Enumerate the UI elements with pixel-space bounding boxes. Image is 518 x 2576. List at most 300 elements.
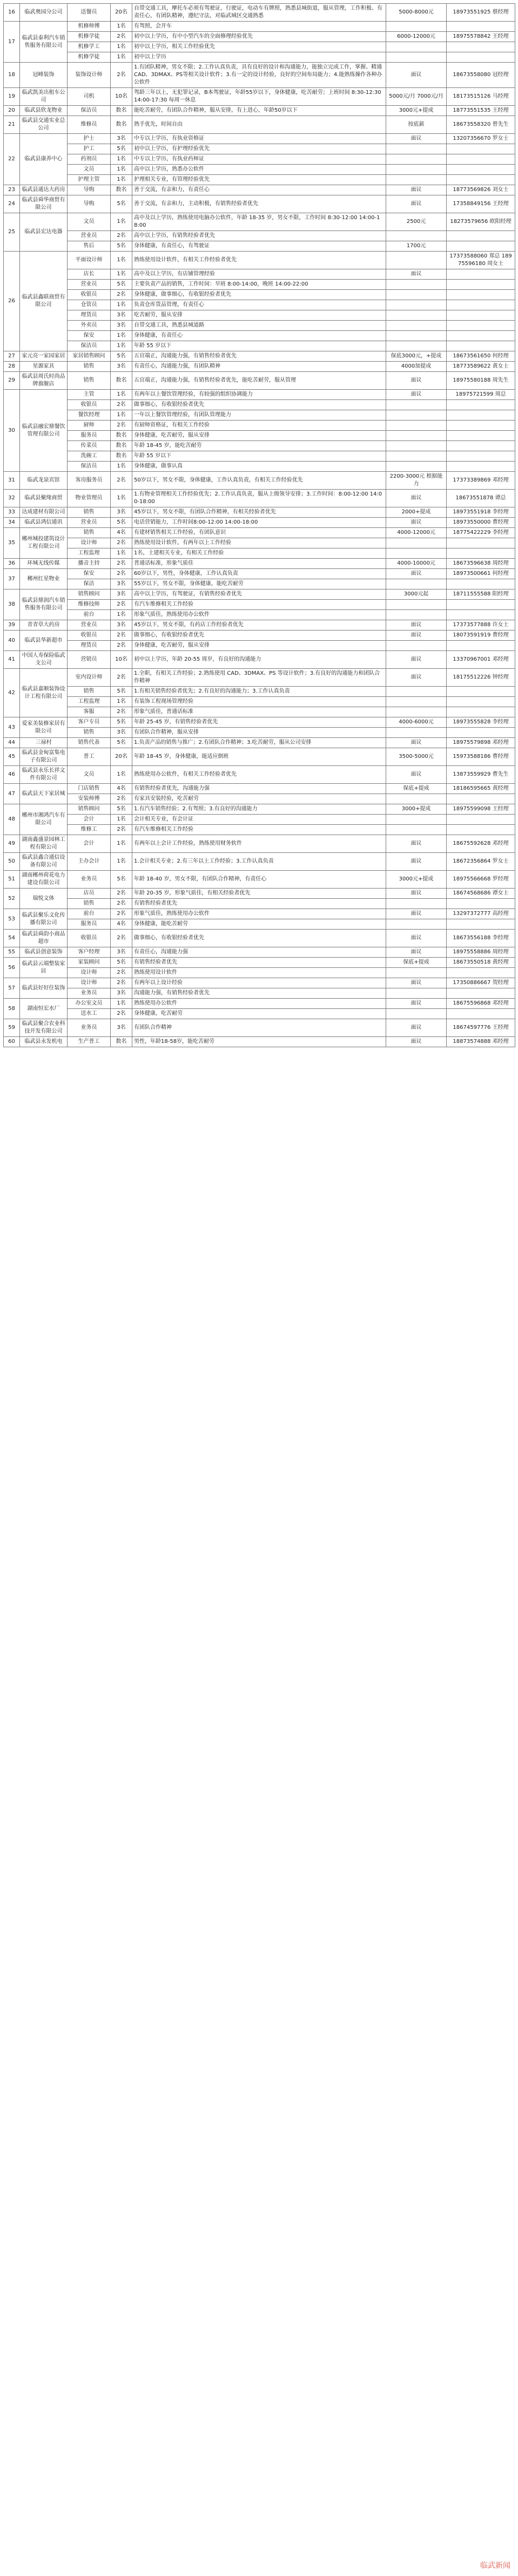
company-name: 临武县欣龙物业 (20, 106, 68, 116)
job-contact (447, 641, 515, 651)
job-contact: 13370967001 邓经理 (447, 651, 515, 669)
job-contact (447, 22, 515, 32)
job-count: 数名 (111, 431, 132, 441)
job-contact: 18672356864 罗女士 (447, 853, 515, 871)
job-requirements: 熟练使用设计软件，有相关工作经验者优先 (132, 252, 386, 269)
table-row (4, 321, 515, 331)
job-title: 前台 (68, 610, 111, 620)
job-requirements: 1.会计相关专业；2.有三年以上工作经验；3.工作认真负责 (132, 853, 386, 871)
table-row (4, 919, 515, 930)
job-requirements: 自带交通工具，摩托车必须有驾驶证，行驶证，电动车有牌照，熟悉县城街道，服从管理，工作积极、有责任心，有团队精神，遵纪守法，对临武城区交通熟悉 (132, 4, 386, 22)
company-name: 临武县永乐长祥文件有限公司 (20, 766, 68, 784)
table-row (4, 144, 515, 154)
job-count: 数名 (111, 441, 132, 451)
job-count: 1名 (111, 42, 132, 52)
row-number: 26 (4, 252, 20, 351)
job-count: 1名 (111, 300, 132, 310)
job-contact: 18673550518 黄经理 (447, 958, 515, 968)
table-row (4, 784, 515, 794)
table-row (4, 195, 515, 213)
job-title: 导购 (68, 195, 111, 213)
job-title: 护工 (68, 144, 111, 154)
job-salary: 保底3000元，+提成 (386, 351, 447, 362)
job-contact: 18673561650 何经理 (447, 351, 515, 362)
job-contact: 18673556188 李经理 (447, 930, 515, 947)
job-count: 1名 (111, 52, 132, 63)
job-contact (447, 728, 515, 738)
job-salary (386, 825, 447, 835)
job-count: 1名 (111, 175, 132, 185)
job-contact: 18711555588 阳经理 (447, 589, 515, 600)
job-title: 业务员 (68, 871, 111, 889)
job-contact: 13873559929 曹先生 (447, 766, 515, 784)
job-count: 2名 (111, 930, 132, 947)
job-requirements: 男性，年龄18-58岁，能吃苦耐劳 (132, 1037, 386, 1047)
job-contact: 18775422229 李经理 (447, 528, 515, 538)
job-requirements: 1.有团队精神，男女不限；2.工作认真负责，具有良好的设计和沟通能力，能独立完成工作，掌握、精通CAD、3DMAX、PS等相关设计软件；3.有一定的设计经验，良好的空间布局能力；4.能熟练操作各种办公软件 (132, 63, 386, 88)
job-count: 3名 (111, 310, 132, 321)
job-count: 2名 (111, 538, 132, 548)
table-row (4, 825, 515, 835)
company-name: 临武县天下家居城 (20, 784, 68, 804)
table-row (4, 507, 515, 518)
table-row (4, 1037, 515, 1047)
job-title: 保洁 (68, 579, 111, 589)
table-row (4, 968, 515, 978)
job-salary (386, 919, 447, 930)
row-number: 23 (4, 185, 20, 195)
job-salary: 面议 (386, 889, 447, 899)
job-salary (386, 400, 447, 410)
job-requirements: 年龄 25-45 岁，有销售经验者优先 (132, 717, 386, 728)
job-salary (386, 451, 447, 462)
table-row (4, 22, 515, 32)
table-row (4, 589, 515, 600)
job-count: 3名 (111, 362, 132, 372)
job-requirements: 做事细心，有收银经验者优先 (132, 400, 386, 410)
job-count: 2名 (111, 641, 132, 651)
job-title: 普工 (68, 748, 111, 766)
job-contact (447, 687, 515, 697)
job-count: 2名 (111, 32, 132, 42)
job-salary (386, 431, 447, 441)
job-requirements: 1.有相关销售经验者优先；2.有良好的沟通能力；3.工作认真负责 (132, 687, 386, 697)
job-title: 理货员 (68, 641, 111, 651)
job-requirements: 中专以上学历，有执业药师证 (132, 154, 386, 165)
job-requirements: 做事细心，有收银经验者优先 (132, 631, 386, 641)
table-row (4, 518, 515, 528)
company-name: 临武县金甸富集电子有限公司 (20, 748, 68, 766)
job-contact (447, 280, 515, 290)
job-requirements: 有两年以上餐饮管理经验，有较强的组织协调能力 (132, 390, 386, 400)
job-requirements: 有驾照，会开车 (132, 22, 386, 32)
company-name: 达成建材有限公司 (20, 507, 68, 518)
job-salary (386, 300, 447, 310)
job-requirements: 驾龄三年以上，无犯罪记录，B本驾驶证，年龄55岁以下，身体健康，吃苦耐劳；上班时间 8:30-12:30 14:00-17:30 每周一休息 (132, 88, 386, 106)
job-title: 收银员 (68, 930, 111, 947)
company-name: 临武县华新超市 (20, 631, 68, 651)
job-requirements: 有家具安装经验，吃苦耐劳 (132, 794, 386, 804)
job-requirements: 年龄 18-45 岁，能吃苦耐劳 (132, 441, 386, 451)
company-name: 临武县鑫联商贸有限公司 (20, 252, 68, 351)
job-title: 服务员 (68, 919, 111, 930)
job-salary: 4000-6000元 (386, 717, 447, 728)
job-contact: 18675596868 邓经理 (447, 999, 515, 1009)
job-contact: 18773589622 黄女士 (447, 362, 515, 372)
table-row (4, 815, 515, 825)
job-salary: 面议 (386, 738, 447, 748)
row-number: 48 (4, 804, 20, 835)
job-title: 播音主持 (68, 559, 111, 569)
row-number: 22 (4, 134, 20, 185)
job-requirements: 吃苦耐劳，服从安排 (132, 310, 386, 321)
job-contact (447, 988, 515, 999)
table-row (4, 794, 515, 804)
job-title: 工程监理 (68, 697, 111, 707)
row-number: 21 (4, 116, 20, 134)
job-contact: 13297372777 高经理 (447, 909, 515, 919)
company-name: 临武县云端整装家居 (20, 958, 68, 978)
job-title: 办公室文员 (68, 999, 111, 1009)
table-row (4, 835, 515, 853)
job-salary (386, 165, 447, 175)
job-salary (386, 687, 447, 697)
table-row (4, 871, 515, 889)
job-contact (447, 165, 515, 175)
job-requirements: 初中以上学历，有中小型汽车的全面修理经验优先 (132, 32, 386, 42)
job-title: 保安 (68, 569, 111, 579)
job-count: 2名 (111, 669, 132, 687)
job-title: 收银员 (68, 400, 111, 410)
job-count: 3名 (111, 507, 132, 518)
job-contact (447, 144, 515, 154)
job-contact: 18175512226 钟经理 (447, 669, 515, 687)
job-salary: 保底+提成 (386, 958, 447, 968)
job-requirements: 有销售经验者优先，沟通能力强 (132, 784, 386, 794)
job-requirements: 有责任心，沟通能力强，有团队精神 (132, 362, 386, 372)
row-number: 38 (4, 589, 20, 620)
table-row (4, 728, 515, 738)
job-contact (447, 431, 515, 441)
job-contact: 18673596638 周经理 (447, 559, 515, 569)
job-count: 5名 (111, 804, 132, 815)
job-contact (447, 1009, 515, 1019)
job-salary (386, 175, 447, 185)
row-number: 31 (4, 472, 20, 490)
job-requirements: 1.有汽车销售经验；2.有驾照；3.有良好的沟通能力 (132, 804, 386, 815)
job-title: 销售代表 (68, 738, 111, 748)
job-salary (386, 728, 447, 738)
job-salary: 3000元+提成 (386, 106, 447, 116)
job-title: 餐饮经理 (68, 410, 111, 421)
row-number: 28 (4, 362, 20, 372)
job-count: 2名 (111, 63, 132, 88)
job-requirements: 身体健康，有责任心，有驾驶证 (132, 241, 386, 252)
job-salary: 面议 (386, 651, 447, 669)
table-row (4, 462, 515, 472)
job-salary (386, 154, 447, 165)
job-count: 数名 (111, 106, 132, 116)
job-title: 机修学徒 (68, 32, 111, 42)
job-requirements: 形象气质佳，熟练使用办公软件 (132, 610, 386, 620)
job-contact (447, 321, 515, 331)
table-row (4, 610, 515, 620)
job-title: 保洁员 (68, 341, 111, 351)
job-count: 3名 (111, 134, 132, 144)
job-salary: 面议 (386, 978, 447, 988)
job-count: 4名 (111, 919, 132, 930)
table-row (4, 1019, 515, 1037)
job-contact (447, 400, 515, 410)
row-number: 54 (4, 930, 20, 947)
job-requirements: 负责仓库货品管理，有责任心 (132, 300, 386, 310)
company-name: 临武县聚缘商贸 (20, 490, 68, 507)
row-number: 60 (4, 1037, 20, 1047)
job-count: 2名 (111, 909, 132, 919)
job-requirements: 中专以上学历，有执业资格证 (132, 134, 386, 144)
job-count: 1名 (111, 999, 132, 1009)
job-requirements: 45岁以下，男女不限，有团队合作精神，有相关经验者优先 (132, 507, 386, 518)
table-row (4, 889, 515, 899)
job-count: 2名 (111, 968, 132, 978)
job-title: 销售顾问 (68, 589, 111, 600)
job-count: 5名 (111, 871, 132, 889)
job-title: 导购 (68, 185, 111, 195)
row-number: 37 (4, 569, 20, 589)
job-salary: 3500-5000元 (386, 748, 447, 766)
table-row (4, 42, 515, 52)
job-salary (386, 341, 447, 351)
job-requirements: 身体健康，能吃苦耐劳 (132, 919, 386, 930)
table-row (4, 410, 515, 421)
table-row (4, 697, 515, 707)
table-row (4, 766, 515, 784)
job-title: 设计师 (68, 978, 111, 988)
job-contact (447, 441, 515, 451)
job-requirements: 初中以上学历，相关工作经验优先 (132, 42, 386, 52)
job-title: 营业员 (68, 518, 111, 528)
company-name: 湖南恒宏水厂 (20, 999, 68, 1019)
row-number: 18 (4, 63, 20, 88)
job-title: 主办会计 (68, 853, 111, 871)
job-requirements: 高中以上学历，熟悉办公软件 (132, 165, 386, 175)
job-title: 客户经理 (68, 947, 111, 958)
table-row (4, 241, 515, 252)
job-contact: 17373588060 郑总 18975596180 周女士 (447, 252, 515, 269)
job-count: 数名 (111, 185, 132, 195)
job-contact (447, 968, 515, 978)
row-number: 25 (4, 213, 20, 252)
table-row (4, 548, 515, 559)
table-row (4, 748, 515, 766)
table-row (4, 154, 515, 165)
company-name: 临武县通达大药房 (20, 185, 68, 195)
job-count: 2名 (111, 631, 132, 641)
table-row (4, 52, 515, 63)
row-number: 16 (4, 4, 20, 22)
job-contact: 18673558320 曾先生 (447, 116, 515, 134)
table-row (4, 165, 515, 175)
job-title: 家居销售顾问 (68, 351, 111, 362)
job-requirements: 主要负责产品的销售，工作时间：早班 8:00-14:00，晚班 14:00-22:00 (132, 280, 386, 290)
row-number: 51 (4, 871, 20, 889)
table-row (4, 707, 515, 717)
job-count: 10名 (111, 88, 132, 106)
job-salary (386, 600, 447, 610)
job-title: 销售 (68, 728, 111, 738)
row-number: 34 (4, 518, 20, 528)
job-title: 保洁员 (68, 106, 111, 116)
job-count: 3名 (111, 321, 132, 331)
job-salary (386, 610, 447, 620)
job-requirements: 有团队合作精神 (132, 1019, 386, 1037)
table-row (4, 651, 515, 669)
job-count: 3名 (111, 1019, 132, 1037)
table-row (4, 134, 515, 144)
job-title: 传菜员 (68, 441, 111, 451)
table-row (4, 290, 515, 300)
job-contact: 18975599098 王经理 (447, 804, 515, 815)
job-requirements: 1.有物业管理相关工作经验优先；2.工作认真负责，服从上级领导安排；3.工作时间：8:00-12:00 14:00-18:00 (132, 490, 386, 507)
job-title: 家装顾问 (68, 958, 111, 968)
job-count: 4名 (111, 528, 132, 538)
row-number: 53 (4, 909, 20, 930)
job-title: 机修学徒 (68, 52, 111, 63)
job-title: 销售 (68, 362, 111, 372)
company-name: 临武县舜华商贸有限公司 (20, 195, 68, 213)
job-salary: 按底薪 (386, 116, 447, 134)
company-name: 冠峰装饰 (20, 63, 68, 88)
job-requirements: 有团队合作精神，服从安排 (132, 728, 386, 738)
row-number: 47 (4, 784, 20, 804)
job-requirements: 形象气质佳，普通话标准 (132, 707, 386, 717)
company-name: 临武凯美出租车公司 (20, 88, 68, 106)
row-number: 41 (4, 651, 20, 669)
job-title: 机修师傅 (68, 22, 111, 32)
job-count: 1名 (111, 766, 132, 784)
company-name: 环城无线传媒 (20, 559, 68, 569)
job-count: 1名 (111, 490, 132, 507)
job-contact (447, 451, 515, 462)
table-row (4, 4, 515, 22)
row-number: 59 (4, 1019, 20, 1037)
job-requirements: 能吃苦耐劳，有团队合作精神，服从安排，有上进心，年龄50岁以下 (132, 106, 386, 116)
job-salary (386, 22, 447, 32)
job-salary (386, 421, 447, 431)
job-contact: 18675592628 邓经理 (447, 835, 515, 853)
company-name: 郴州红星物业 (20, 569, 68, 589)
job-contact (447, 815, 515, 825)
table-row (4, 451, 515, 462)
table-row (4, 738, 515, 748)
job-salary: 面议 (386, 63, 447, 88)
job-salary: 面议 (386, 620, 447, 631)
row-number: 44 (4, 738, 20, 748)
job-count: 数名 (111, 1037, 132, 1047)
company-name: 临武县康养中心 (20, 134, 68, 185)
company-name: 临武县鸿信通讯 (20, 518, 68, 528)
job-contact: 18873574888 邓经理 (447, 1037, 515, 1047)
table-row (4, 269, 515, 280)
job-contact: 18973555828 李经理 (447, 717, 515, 728)
table-row (4, 600, 515, 610)
job-salary: 面议 (386, 1037, 447, 1047)
job-contact (447, 548, 515, 559)
job-salary (386, 252, 447, 269)
job-contact (447, 610, 515, 620)
job-contact: 18673551878 谭总 (447, 490, 515, 507)
job-title: 营业员 (68, 620, 111, 631)
job-title: 工程监理 (68, 548, 111, 559)
company-name: 临武县泰利汽车销售服务有限公司 (20, 22, 68, 63)
job-requirements: 熟练使用设计软件 (132, 968, 386, 978)
row-number: 39 (4, 620, 20, 631)
job-count: 1名 (111, 410, 132, 421)
job-title: 文员 (68, 165, 111, 175)
job-contact: 18674568686 谭女士 (447, 889, 515, 899)
job-requirements: 熟手优先，时间自由 (132, 116, 386, 134)
row-number: 49 (4, 835, 20, 853)
job-title: 客服 (68, 707, 111, 717)
job-salary (386, 231, 447, 241)
job-title: 药剂员 (68, 154, 111, 165)
job-count: 数名 (111, 116, 132, 134)
job-requirements: 会计相关专业，有会计证 (132, 815, 386, 825)
company-name: 星源家具 (20, 362, 68, 372)
job-count: 2名 (111, 569, 132, 579)
company-name: 临武县永发机电 (20, 1037, 68, 1047)
job-title: 客户专员 (68, 717, 111, 728)
job-title: 保洁员 (68, 462, 111, 472)
table-row (4, 1009, 515, 1019)
job-count: 5名 (111, 687, 132, 697)
job-count: 1名 (111, 213, 132, 231)
job-salary: 5000元/月 7000元/月 (386, 88, 447, 106)
table-row (4, 213, 515, 231)
company-name: 临武县周氏时尚品牌旗舰店 (20, 372, 68, 390)
table-row (4, 930, 515, 947)
job-count: 2名 (111, 899, 132, 909)
job-title: 设计师 (68, 538, 111, 548)
company-name: 湖南鑫盛景园林工程有限公司 (20, 835, 68, 853)
job-requirements: 五官端正，沟通能力强，有销售经验者优先，能吃苦耐劳，服从管理 (132, 372, 386, 390)
job-requirements: 高中及以上学历，熟练使用电脑办公软件，年龄 18-35 岁，男女不限，工作时间 8:30-12:00 14:00-18:00 (132, 213, 386, 231)
job-requirements: 有厨师资格证，有相关工作经验 (132, 421, 386, 431)
job-title: 装饰设计师 (68, 63, 111, 88)
job-count: 4名 (111, 784, 132, 794)
job-title: 厨师 (68, 421, 111, 431)
job-salary: 面议 (386, 269, 447, 280)
job-contact: 18975566668 罗经理 (447, 871, 515, 889)
job-requirements: 60岁以下，男性，身体健康，工作认真负责 (132, 569, 386, 579)
job-salary: 3000+提成 (386, 804, 447, 815)
table-row (4, 252, 515, 269)
job-title: 保安 (68, 331, 111, 341)
job-title: 销售 (68, 899, 111, 909)
job-contact (447, 697, 515, 707)
job-contact: 18173515126 马经理 (447, 88, 515, 106)
table-row (4, 310, 515, 321)
job-requirements: 年龄 18-45 岁，身体健康，能适应倒班 (132, 748, 386, 766)
table-row (4, 441, 515, 451)
job-salary: 保底+提成 (386, 784, 447, 794)
job-salary (386, 794, 447, 804)
job-contact: 18973500661 何经理 (447, 569, 515, 579)
job-title: 护理主管 (68, 175, 111, 185)
row-number: 27 (4, 351, 20, 362)
job-title: 营业员 (68, 280, 111, 290)
job-salary (386, 310, 447, 321)
